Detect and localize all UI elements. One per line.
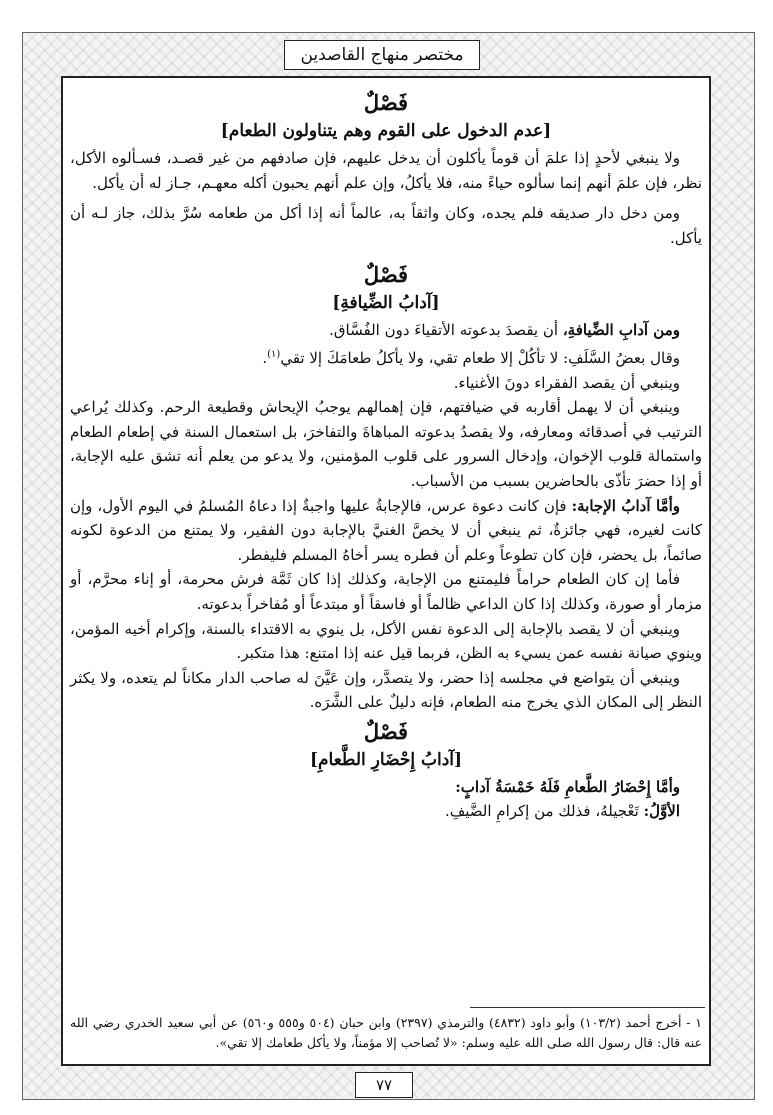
- paragraph: [70, 799, 702, 824]
- paragraph: وينبغي أن يتواضع في مجلسه إذا حضر، ولا يتصدَّر، وإن عَيَّنَ له صاحب الدار مكاناً لم يتعده، ولا يكثر النظر إلى المكان الذي يخرج منه الطعام، فإنه دليلٌ على الشَّرَه.: [70, 668, 702, 712]
- paragraph-text: فإن كانت دعوة عرس، فالإجابةُ عليها واجبةٌ إذا دعاهُ المُسلمُ في اليوم الأول، وإن كانت لغيره، فهي جائزةٌ، ثم ينبغي أن لا يخصَّ الغنيَّ بالإجابة دون الفقير، ولا يمتنع من الدعوة لكونه صائماً، بل يحضر، فإن كان تطوعاً وعلم أن فطره يسر أخاهُ المسلم فليفطر.: [70, 496, 702, 564]
- paragraph: وينبغي أن لا يهمل أقاربه في ضيافتهم، فإن إهمالهم يوجبُ الإيحاش وقطيعة الرحم. وكذلك يُراعي الترتيب في أصدقائه ومعارفه، ولا يقصدُ بدعوته المباهاةَ والتفاخرَ، بل استعمال السنة في إطعام الطعام واستمالة قلوب الإخوان، وإدخال السرور على قلوب المؤمنين، ولا يدعو من يعلم أنه تشق عليه الإجابة، أو إذا حضرَ تأذّى بالحاضرين بسبب من الأسباب.: [70, 398, 702, 490]
- footnote-ref: (١): [267, 348, 281, 360]
- paragraph-text: وقال بعضُ السَّلَفِ: لا تأكُلْ إلا طعام تقي، ولا يأكلُ طعامَكَ إلا تقي: [280, 348, 680, 367]
- lead-term: ومن آدابِ الضِّيافةِ،: [562, 321, 680, 340]
- lead-term: الأوَّلُ:: [643, 802, 680, 821]
- paragraph: [70, 343, 702, 371]
- footnote-divider: [470, 1007, 705, 1008]
- section-subheading: [آدابُ إِحْضَارِ الطَّعامِ]: [309, 749, 463, 770]
- section-heading: فَصْلٌ: [363, 718, 409, 744]
- footnote: ١ - أخرج أحمد (١٠٣/٢) وأبو داود (٤٨٣٢) والترمذي (٢٣٩٧) وابن حبان (٥٠٤ و٥٥٥ و٥٦٠) عن أبي سعيد الخدري رضي الله عنه قال: قال رسول الله صلى الله عليه وسلم: «لا تُصاحب إلا مؤمناً، ولا يأكل طعامك إلا تقي».: [70, 1015, 703, 1050]
- paragraph: [70, 494, 702, 568]
- paragraph-text: تَعْجيلهُ، فذلك من إكرامِ الضَّيفِ.: [444, 802, 644, 821]
- section-heading: فَصْلٌ: [363, 262, 409, 288]
- paragraph: وينبغي أن لا يقصد بالإجابة إلى الدعوة نفس الأكل، بل ينوي به الاقتداء بالسنة، وإكرام أخيه المؤمن، وينوي صيانة نفسه عمن يسيء به الظن، فربما قيل عنه إذا امتنع: هذا متكبر.: [70, 619, 702, 663]
- section-subheading: [عدم الدخول على القوم وهم يتناولون الطعام]: [220, 121, 552, 141]
- paragraph: ولا ينبغي لأحدٍ إذا علمَ أن قوماً يأكلون أن يدخل عليهم، فإن صادفهم من غير قصـد، فسـألوه الأكل، نظر، فإن علمَ أنهم إنما سألوه حياءً منه، فلا يأكلُ، وإن علم أنهم يحبون أكله معهـم، جـاز له أن يأكل.: [70, 149, 702, 192]
- section-subheading: [آدابُ الضِّيافةِ]: [332, 293, 440, 314]
- running-header: مختصر منهاج القاصدين: [284, 40, 480, 70]
- paragraph: وأمَّا إِحْضَارُ الطَّعامِ فَلَهُ خَمْسَةُ آدابٍ:: [455, 777, 680, 796]
- paragraph-end: .: [262, 348, 268, 367]
- paragraph: فأما إن كان الطعام حراماً فليمتنع من الإجابة، وكذلك إذا كان ثَمَّة فرش محرمة، أو إناء محرَّم، أو مزمار أو صورة، وكذلك إذا كان الداعي ظالماً أو فاسقاً أو مبتدعاً أو مُفاخراً بدعوته.: [70, 570, 702, 613]
- section-heading: فَصْلٌ: [363, 90, 409, 115]
- page-number: ٧٧: [355, 1072, 413, 1098]
- paragraph-text: أن يقصدَ بدعوته الأتقياءَ دون الفُسَّاق.: [329, 321, 563, 340]
- main-text: [70, 88, 702, 824]
- paragraph: ومن دخل دار صديقه فلم يجده، وكان واثقاً به، عالماً أنه إذا أكل من طعامه سُرَّ بذلك، جاز لـه أن يأكل.: [70, 204, 702, 247]
- paragraph: وينبغي أن يقصد الفقراء دونَ الأغنياء.: [453, 373, 680, 392]
- paragraph: [70, 318, 702, 343]
- lead-term: وأمَّا آدابُ الإجابة:: [571, 496, 680, 515]
